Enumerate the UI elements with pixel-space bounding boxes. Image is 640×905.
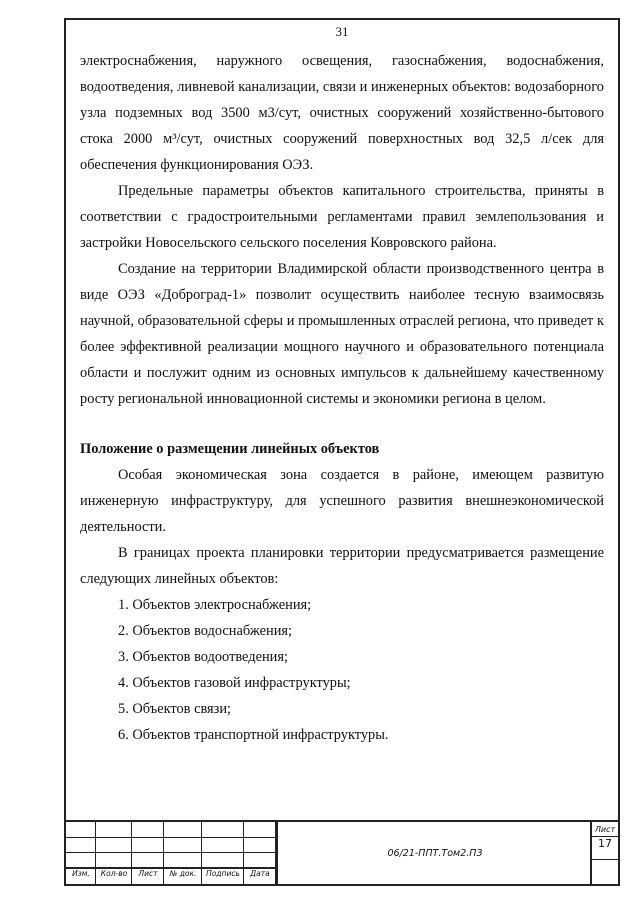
header-kolvo: Кол-во [100,869,128,878]
document-code: 06/21-ППТ.Том2.ПЗ [276,822,592,884]
sheet-number: 17 [592,836,618,860]
paragraph: электроснабжения, наружного освещения, газоснабжения, водоснабжения, водоотведения, ливневой канализации, связи и инженерных объектов: водозаборного узла подземных вод 3500 м3/сут, очистных сооружений хозяйственно-бытового стока 2000 м³/сут, очистных сооружений поверхностных вод 32,5 л/сек для обеспечения функционирования ОЭЗ. [80,53,604,173]
page-frame [64,18,620,886]
sheet-label: Лист [594,825,616,834]
list-item: 5. Объектов связи; [118,701,232,717]
header-izm: Изм. [72,869,90,878]
paragraph: Особая экономическая зона создается в районе, имеющем развитую инженерную инфраструктуру, для успешного развития внешнеэкономической деятельности. [80,467,604,535]
paragraph: Создание на территории Владимирской области производственного центра в виде ОЭЗ «Доброград-1» позволит осуществить наиболее тесную взаимосвязь научной, образовательной сферы и промышленных отраслей региона, что приведет к более эффективной реализации мощного научного и образовательного потенциала области и послужит одним из основных импульсов к дальнейшему качественному росту региональной инновационной системы и экономики региона в целом. [80,261,604,407]
header-date: Дата [250,869,270,878]
list-item: 4. Объектов газовой инфраструктуры; [118,675,351,691]
header-list: Лист [138,869,158,878]
grid-row-line [66,852,276,853]
title-block [66,820,618,884]
list-item: 3. Объектов водоотведения; [118,649,288,665]
list-item: 2. Объектов водоснабжения; [118,623,293,639]
document-body [80,48,604,748]
paragraph: В границах проекта планировки территории предусматривается размещение следующих линейных объектов: [80,545,604,587]
paragraph: Предельные параметры объектов капитального строительства, приняты в соответствии с градостроительными регламентами правил землепользования и застройки Новосельского сельского поселения Ковровского района. [80,183,604,251]
list-item: 1. Объектов электроснабжения; [118,597,312,613]
section-heading: Положение о размещении линейных объектов [80,441,380,457]
list-item: 6. Объектов транспортной инфраструктуры. [118,727,389,743]
revision-table [66,822,276,884]
header-doc: № док. [169,869,197,878]
grid-row-line [66,837,276,838]
page-number: 31 [335,24,349,39]
header-signature: Подпись [206,869,240,878]
linear-objects-list [80,592,604,748]
sheet-box [590,822,618,884]
